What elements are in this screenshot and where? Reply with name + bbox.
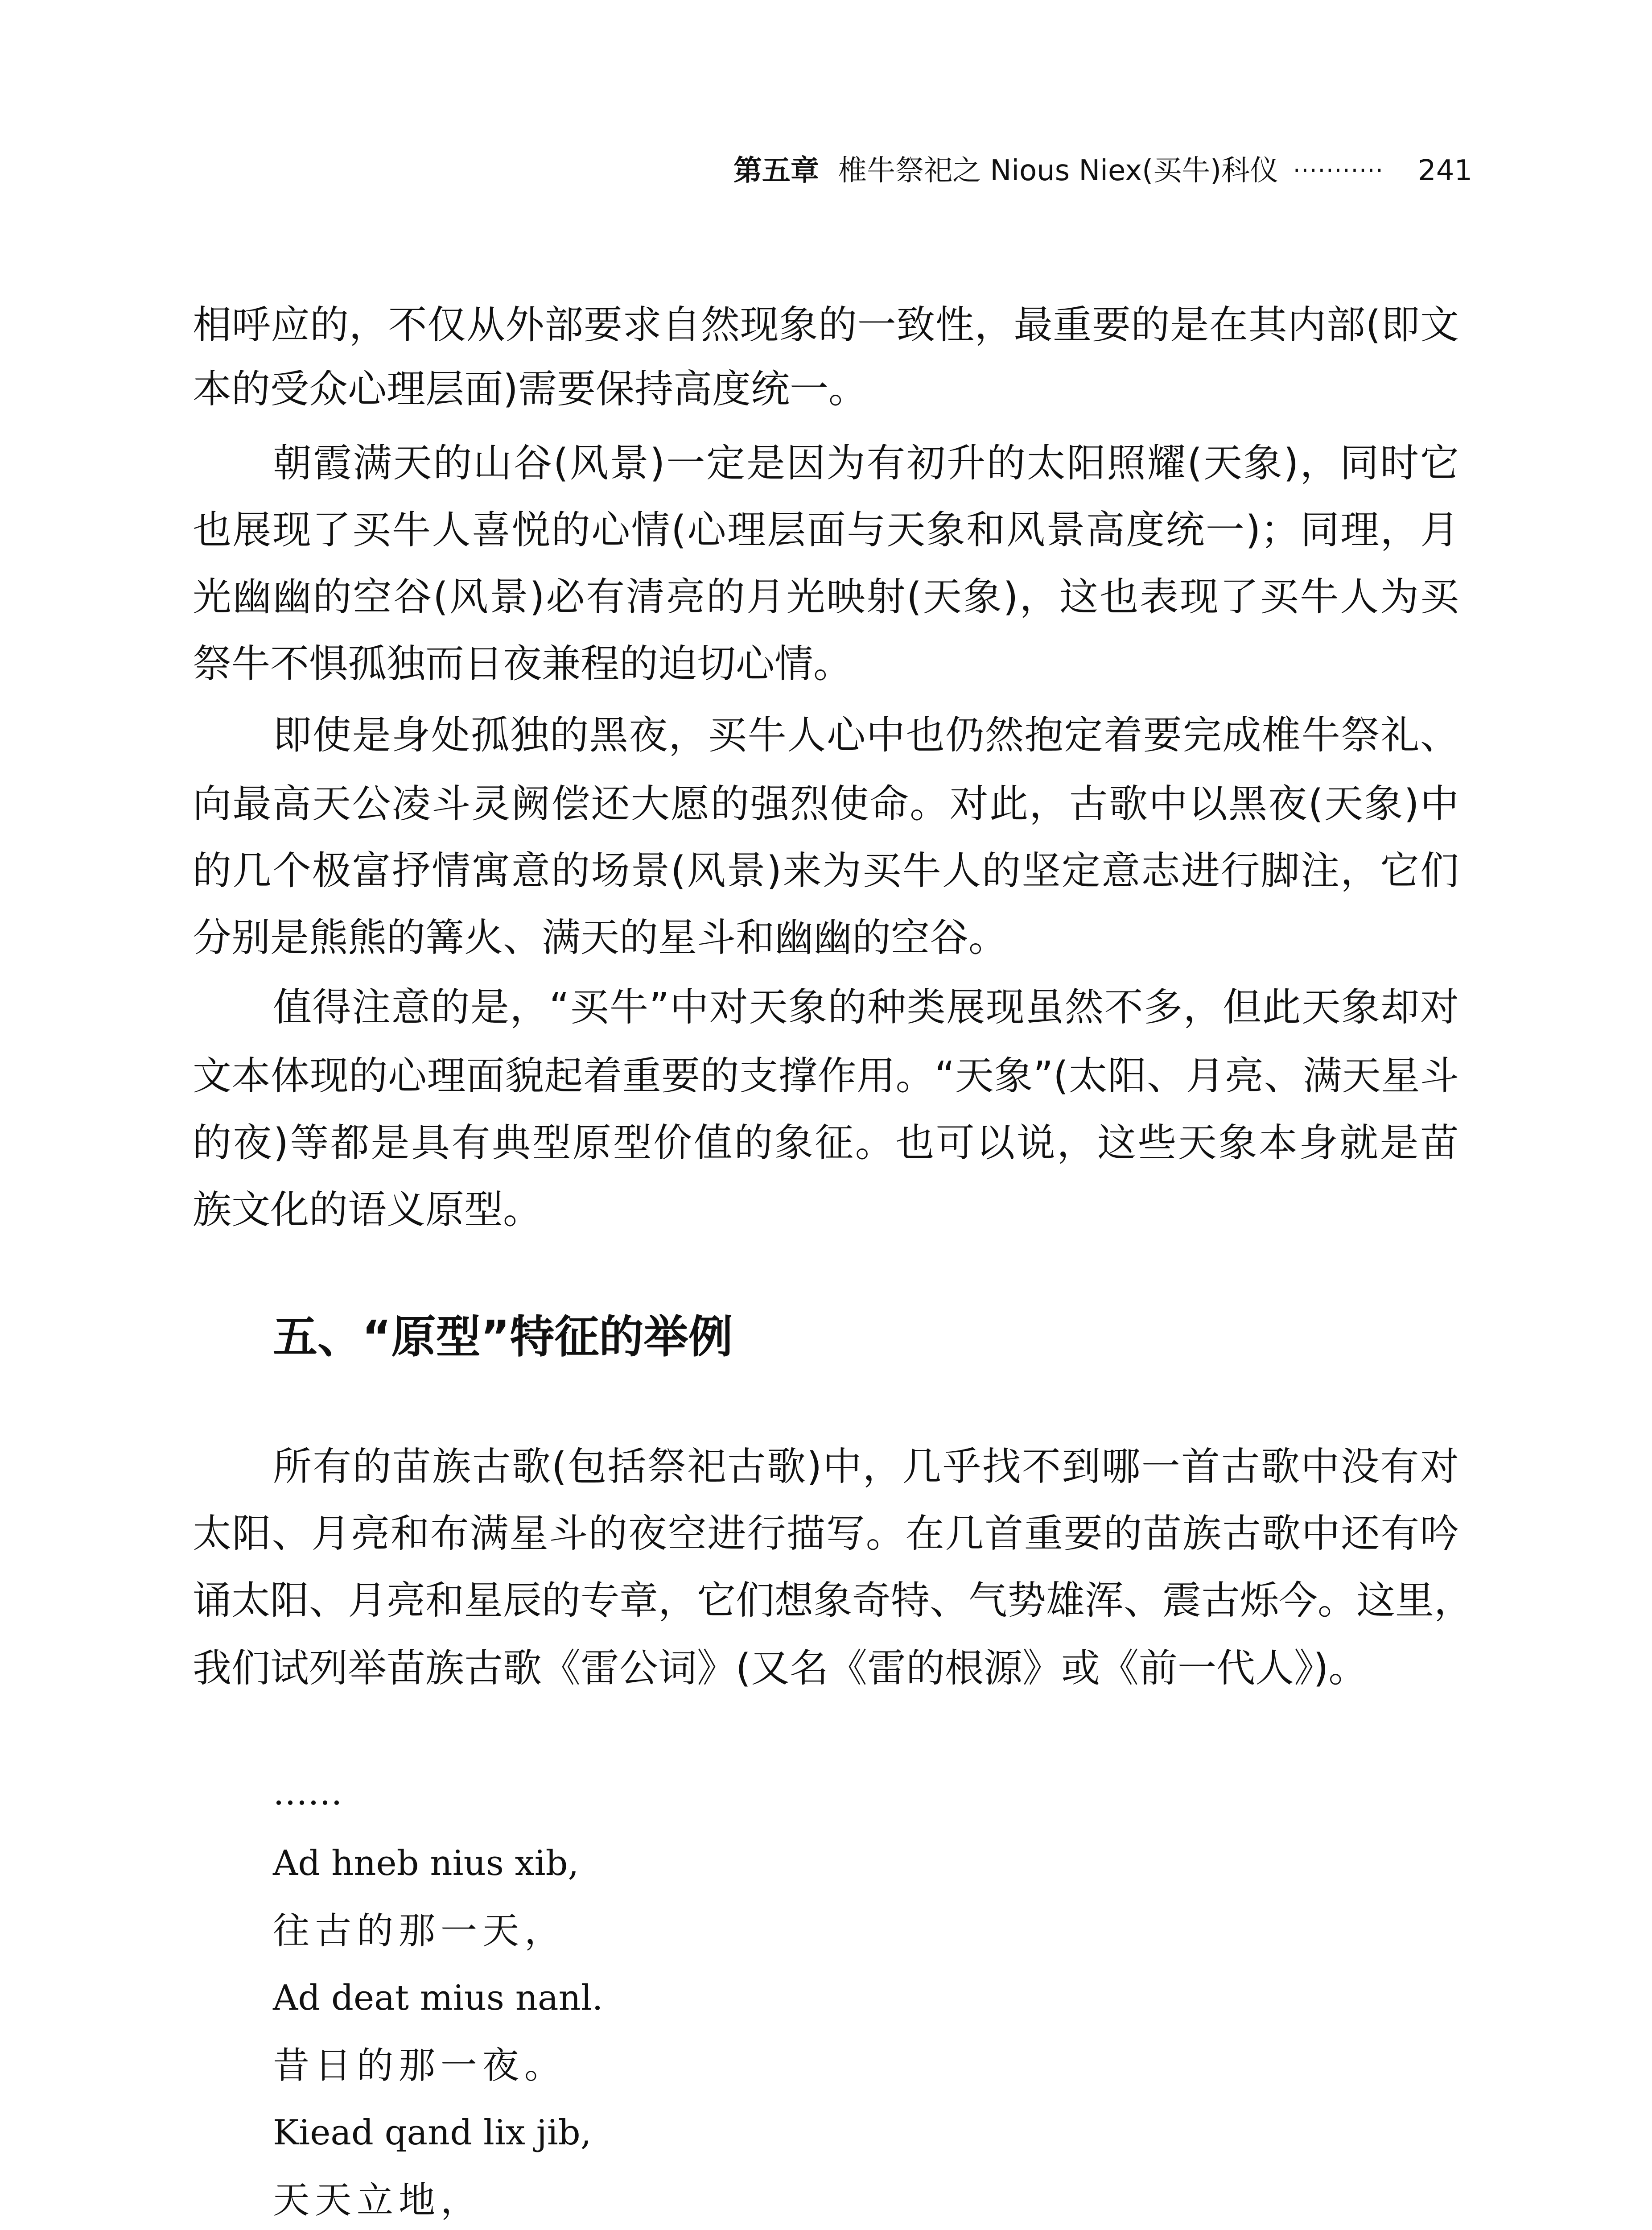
body-line: 族文化的语义原型。	[193, 1187, 542, 1232]
body-line: 诵太阳、月亮和星辰的专章，它们想象奇特、气势雄浑、震古烁今。这里，	[193, 1578, 1473, 1623]
running-header	[0, 146, 1652, 195]
body-line: 向最高天公凌斗灵阙偿还大愿的强烈使命。对此，古歌中以黑夜(天象)中	[193, 781, 1459, 826]
body-line: 文本体现的心理面貌起着重要的支撑作用。“天象”(太阳、月亮、满天星斗	[193, 1053, 1459, 1098]
body-line: 也展现了买牛人喜悦的心情(心理层面与天象和风景高度统一)；同理，月	[193, 507, 1459, 553]
body-line: 我们试列举苗族古歌《雷公词》(又名《雷的根源》或《前一代人》)。	[193, 1645, 1368, 1691]
header-title: 椎牛祭祀之 Nious Niex(买牛)科仪	[838, 154, 1279, 187]
verse-line-chinese: 天天立地，	[273, 2179, 483, 2222]
body-line: 值得注意的是，“买牛”中对天象的种类展现虽然不多，但此天象却对	[273, 984, 1459, 1030]
verse-line-miao: Ad hneb nius xib,	[273, 1843, 579, 1883]
body-line: 的夜)等都是具有典型原型价值的象征。也可以说，这些天象本身就是苗	[193, 1120, 1459, 1165]
body-line: 即使是身处孤独的黑夜，买牛人心中也仍然抱定着要完成椎牛祭礼、	[273, 712, 1459, 758]
body-line: 的几个极富抒情寓意的场景(风景)来为买牛人的坚定意志进行脚注，它们	[193, 848, 1459, 893]
verse-ellipsis: ……	[273, 1773, 342, 1813]
body-line: 分别是熊熊的篝火、满天的星斗和幽幽的空谷。	[193, 915, 1007, 960]
verse-line-miao: Kiead qand lix jib,	[273, 2113, 592, 2153]
verse-line-miao: Ad deat mius nanl.	[273, 1978, 603, 2018]
body-line: 相呼应的，不仅从外部要求自然现象的一致性，最重要的是在其内部(即文	[193, 302, 1459, 347]
body-line: 光幽幽的空谷(风景)必有清亮的月光映射(天象)，这也表现了买牛人为买	[193, 574, 1459, 619]
verse-line-chinese: 昔日的那一夜。	[273, 2044, 567, 2087]
verse-line-chinese: 往古的那一天，	[273, 1910, 567, 1952]
body-line: 所有的苗族古歌(包括祭祀古歌)中，几乎找不到哪一首古歌中没有对	[273, 1444, 1459, 1489]
header-chapter: 第五章	[733, 154, 819, 187]
body-line: 太阳、月亮和布满星斗的夜空进行描写。在几首重要的苗族古歌中还有吟	[193, 1511, 1459, 1556]
body-line: 本的受众心理层面)需要保持高度统一。	[193, 366, 867, 412]
section-heading: 五、“原型”特征的举例	[273, 1311, 733, 1363]
body-line: 祭牛不惧孤独而日夜兼程的迫切心情。	[193, 641, 852, 686]
page-number: 241	[1418, 154, 1473, 187]
body-line: 朝霞满天的山谷(风景)一定是因为有初升的太阳照耀(天象)，同时它	[273, 440, 1459, 486]
header-leader-dots: ···········	[1293, 157, 1384, 184]
